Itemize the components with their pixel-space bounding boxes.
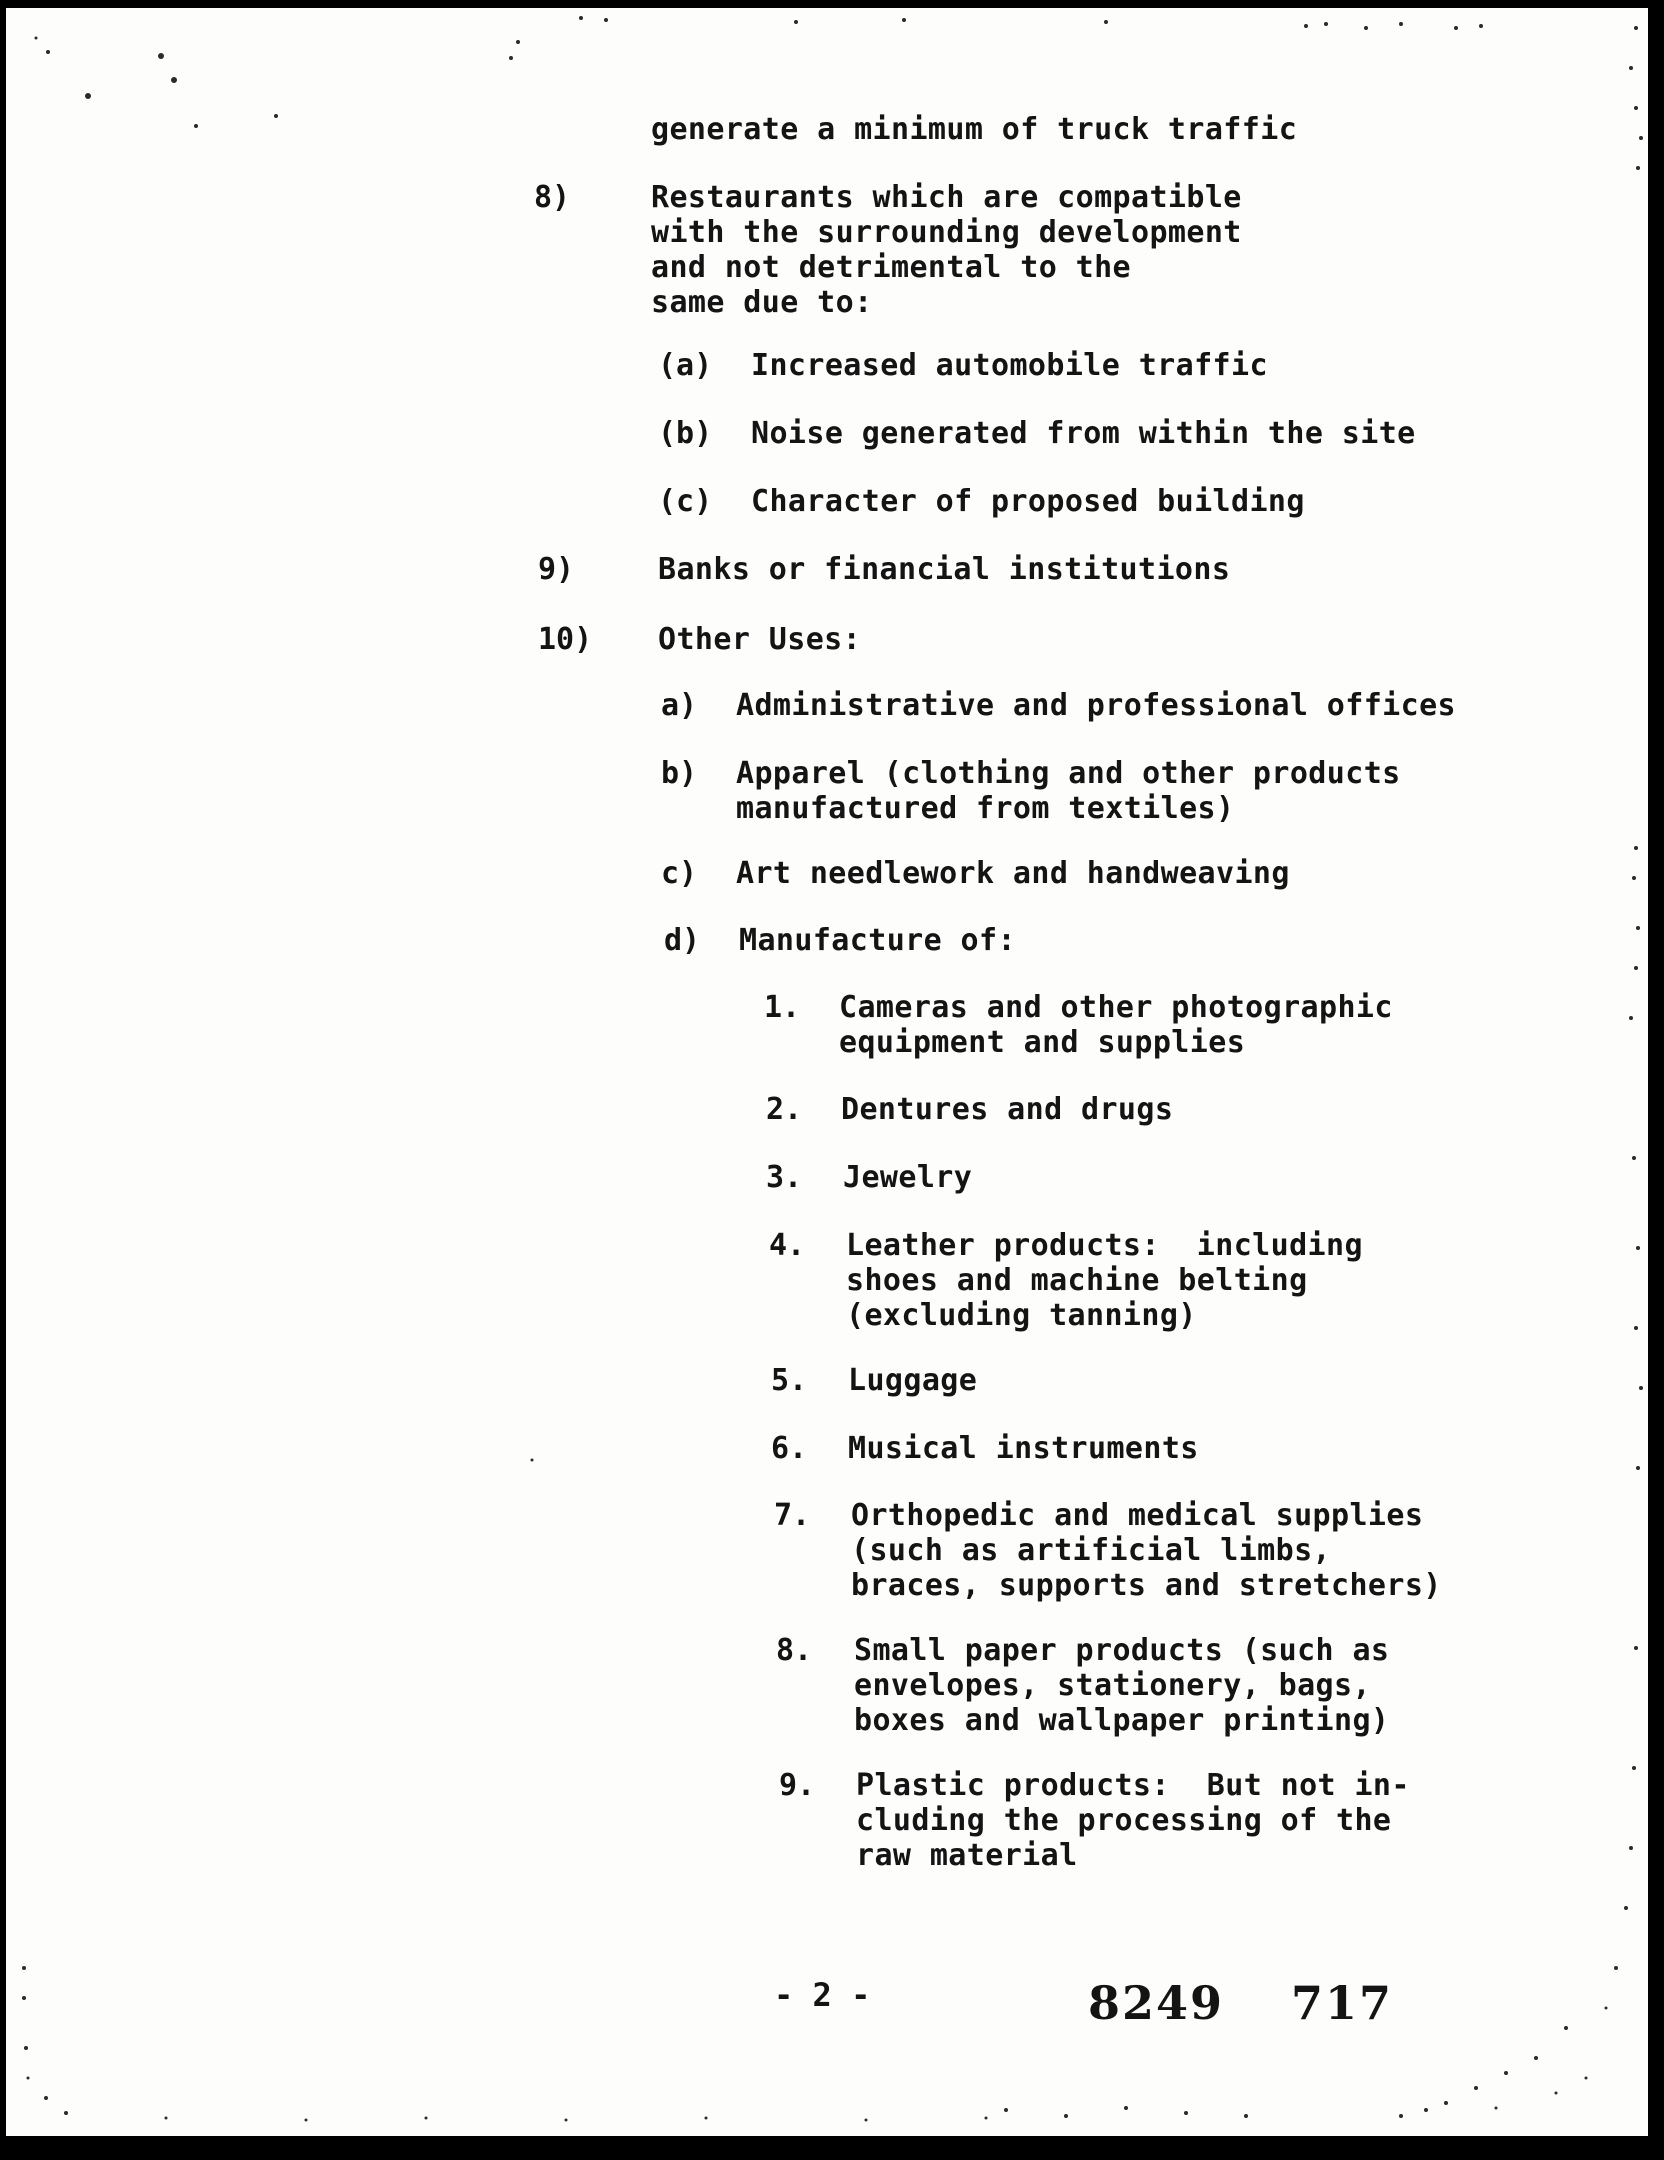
item-8-number: 8): [534, 180, 571, 215]
manufacture-5-text: Luggage: [848, 1363, 978, 1398]
bates-stamp-right: 717: [1291, 1976, 1394, 2030]
item-10d-text: Manufacture of:: [739, 923, 1016, 958]
document-page: [6, 8, 1648, 2136]
manufacture-1-label: 1.: [764, 990, 801, 1025]
manufacture-2-text: Dentures and drugs: [841, 1092, 1174, 1127]
manufacture-5-label: 5.: [771, 1363, 808, 1398]
item-10a-label: a): [661, 688, 698, 723]
manufacture-9-text: Plastic products: But not in- cluding the processing of the raw material: [856, 1768, 1410, 1873]
carryover-line: generate a minimum of truck traffic: [651, 112, 1298, 147]
item-9-text: Banks or financial institutions: [658, 552, 1231, 587]
manufacture-3-label: 3.: [766, 1160, 803, 1195]
item-10c-text: Art needlework and handweaving: [736, 856, 1290, 891]
page-number: - 2 -: [774, 1976, 871, 2014]
manufacture-7-label: 7.: [774, 1498, 811, 1533]
manufacture-6-label: 6.: [771, 1431, 808, 1466]
item-8b-text: Noise generated from within the site: [751, 416, 1416, 451]
item-10-number: 10): [538, 622, 593, 657]
item-8c-label: (c): [658, 484, 713, 519]
manufacture-6-text: Musical instruments: [848, 1431, 1199, 1466]
item-10b-label: b): [661, 756, 698, 791]
item-9-number: 9): [538, 552, 575, 587]
manufacture-1-text: Cameras and other photographic equipment and supplies: [839, 990, 1393, 1060]
item-10-text: Other Uses:: [658, 622, 862, 657]
item-10d-label: d): [664, 923, 701, 958]
bates-stamp-left: 8249: [1088, 1976, 1225, 2030]
manufacture-9-label: 9.: [779, 1768, 816, 1803]
manufacture-8-text: Small paper products (such as envelopes, stationery, bags, boxes and wallpaper printing): [854, 1633, 1390, 1738]
item-8-text: Restaurants which are compatible with the surrounding development and not detrimental to the same due to:: [651, 180, 1242, 320]
item-8a-text: Increased automobile traffic: [751, 348, 1268, 383]
item-10a-text: Administrative and professional offices: [736, 688, 1456, 723]
manufacture-3-text: Jewelry: [843, 1160, 973, 1195]
manufacture-8-label: 8.: [776, 1633, 813, 1668]
item-10c-label: c): [661, 856, 698, 891]
item-8b-label: (b): [658, 416, 713, 451]
item-8a-label: (a): [658, 348, 713, 383]
manufacture-4-text: Leather products: including shoes and machine belting (excluding tanning): [846, 1228, 1363, 1333]
item-10b-text: Apparel (clothing and other products manufactured from textiles): [736, 756, 1401, 826]
manufacture-7-text: Orthopedic and medical supplies (such as artificial limbs, braces, supports and stretchers): [851, 1498, 1442, 1603]
manufacture-4-label: 4.: [769, 1228, 806, 1263]
item-8c-text: Character of proposed building: [751, 484, 1305, 519]
manufacture-2-label: 2.: [766, 1092, 803, 1127]
